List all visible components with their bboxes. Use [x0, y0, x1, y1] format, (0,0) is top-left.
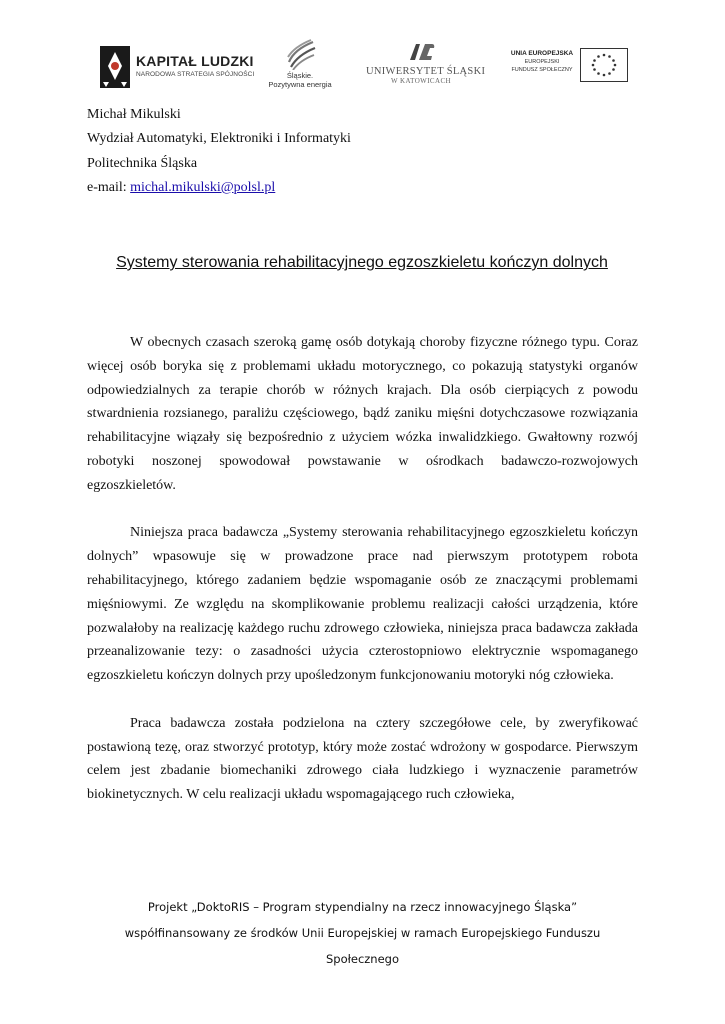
unia-europejska-text — [510, 50, 574, 74]
page-footer — [87, 894, 638, 972]
eu-flag-icon — [580, 48, 628, 82]
footer-line3: Społecznego — [325, 952, 400, 966]
slaskie-swoosh-icon — [283, 38, 317, 70]
uniwersytet-name: UNIWERSYTET ŚLĄSKI — [366, 66, 486, 77]
paragraph: Praca badawcza została podzielona na cztery szczegółowe cele, by zweryfikować postawioną tezę, oraz stworzyć prototyp, który może zostać wdrożony w gospodarce. Pierwszym celem jest zbadanie biomechaniki zdrowego ciała ludzkiego i wyznaczenie parametrów biokinetycznych. W celu realizacji układu wspomagającego ruch człowieka, — [87, 715, 638, 803]
author-faculty: Wydział Automatyki, Elektroniki i Informatyki — [87, 131, 351, 147]
uniwersytet-slaski-logo — [366, 40, 486, 94]
uniwersytet-subtitle: W KATOWICACH — [391, 77, 451, 85]
unia-europejska-line2: FUNDUSZ SPOŁECZNY — [511, 67, 573, 73]
email-label: e-mail: — [87, 179, 131, 195]
kapital-ludzki-emblem-icon — [100, 46, 130, 88]
author-email-line — [87, 176, 351, 200]
kapital-ludzki-subtitle: NARODOWA STRATEGIA SPÓJNOŚCI — [136, 71, 255, 78]
footer-line2: współfinansowany ze środków Unii Europejskiej w ramach Europejskiego Funduszu — [124, 926, 601, 940]
footer-line1: Projekt „DoktoRIS – Program stypendialny na rzecz innowacyjnego Śląska” — [147, 900, 578, 914]
paragraph: Niniejsza praca badawcza „Systemy sterowania rehabilitacyjnego egzoszkieletu kończyn dolnych” wpasowuje się w prowadzone prace nad pierwszym prototypem robota rehabilitacyjnego, którego zadaniem będzie wspomaganie osób ze znaczącymi problemami mięśniowymi. Ze względu na skomplikowanie problemu realizacji całości urządzenia, które pozwalałoby na realizację każdego ruchu zdrowego człowieka, niniejsza praca badawcza zakłada przeanalizowanie tezy: o zasadności użycia czterostopniowo elektrycznie wspomaganego egzoszkieletu kończyn dolnych przy upośledzonym funkcjonowaniu motoryki nóg człowieka. — [87, 525, 638, 684]
unia-europejska-logo — [510, 48, 620, 82]
sponsor-logos — [98, 36, 638, 96]
author-block — [87, 103, 351, 200]
author-name: Michał Mikulski — [87, 107, 181, 122]
email-link[interactable]: michal.mikulski@polsl.pl — [130, 179, 276, 195]
kapital-ludzki-name: KAPITAŁ LUDZKI — [136, 53, 254, 69]
unia-europejska-title: UNIA EUROPEJSKA — [510, 50, 574, 57]
paragraph: W obecnych czasach szeroką gamę osób dotykają choroby fizyczne różnego typu. Coraz więcej osób boryka się z problemami układu motorycznego, co pokazują statystyki organów odpowiedzialnych za terapie chorób w różnych krajach. Dla osób cierpiących z powodu stwardnienia rozsianego, paraliżu częściowego, bądź zaniku mięśni dotychczasowe rozwiązania rehabilitacyjne wiązały się bezpośrednio z użyciem wózka inwalidzkiego. Gwałtowny rozwój robotyki noszonej spowodował powstawanie w ośrodkach badawczo-rozwojowych egzoszkieletów. — [87, 335, 638, 493]
document-title: Systemy sterowania rehabilitacyjnego egzoszkieletu kończyn dolnych — [116, 254, 608, 271]
author-university: Politechnika Śląska — [87, 155, 198, 171]
slaskie-logo — [260, 38, 340, 96]
slaskie-name: Śląskie. — [286, 71, 314, 80]
document-body — [87, 331, 638, 831]
unia-europejska-line1: EUROPEJSKI — [524, 59, 560, 65]
slaskie-subtitle: Pozytywna energia — [268, 80, 332, 89]
kapital-ludzki-logo — [98, 44, 255, 92]
uniwersytet-emblem-icon — [406, 40, 436, 64]
